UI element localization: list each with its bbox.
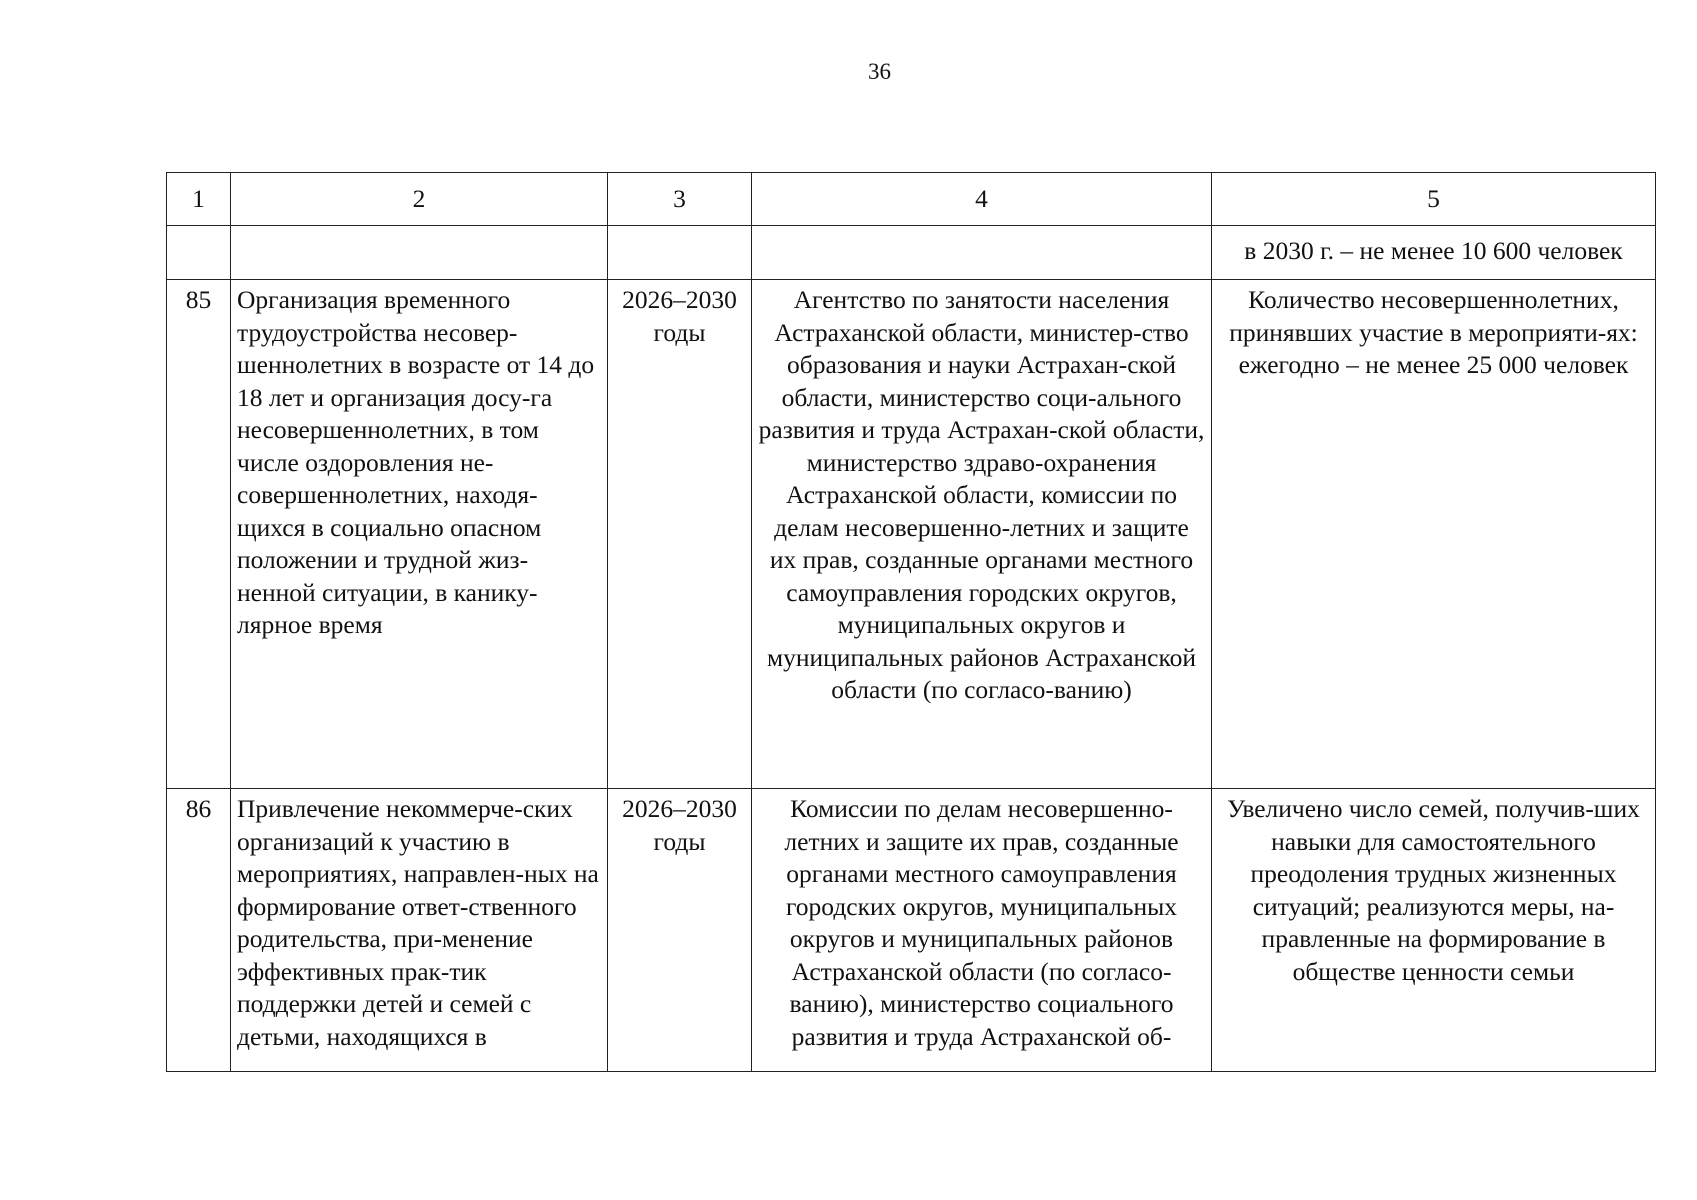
row-number: 86: [167, 789, 231, 1072]
result-cell: Увеличено число семей, получив-ших навыки для самостоятельного преодоления трудных жизненных ситуаций; реализуются меры, на-правленные на формирование в обществе ценности семьи: [1212, 789, 1656, 1072]
table-row: [167, 789, 1656, 1072]
header-cell-2: 2: [231, 173, 608, 226]
result-cell: в 2030 г. – не менее 10 600 человек: [1212, 226, 1656, 280]
executors-cell: Агентство по занятости населения Астраханской области, министер-ство образования и науки Астрахан-ской области, министерство соци-ального развития и труда Астрахан-ской области, министерство здраво-охранения Астраханской области, комиссии по делам несовершенно-летних и защите их прав, созданные органами местного самоуправления городских округов, муниципальных округов и муниципальных районов Астраханской области (по согласо-ванию): [752, 280, 1212, 789]
row-number: 85: [167, 280, 231, 789]
header-cell-4: 4: [752, 173, 1212, 226]
empty-cell: [608, 226, 752, 280]
table-row: [167, 280, 1656, 789]
activity-cell: Организация временного трудоустройства несовер-шеннолетних в возрасте от 14 до 18 лет и организация досу-га несовершеннолетних, в том числе оздоровления не-совершеннолетних, находя-щихся в социально опасном положении и трудной жиз-ненной ситуации, в канику-лярное время: [231, 280, 608, 789]
empty-cell: [752, 226, 1212, 280]
result-cell: Количество несовершеннолетних, принявших участие в мероприяти-ях: ежегодно – не менее 25 000 человек: [1212, 280, 1656, 789]
header-cell-3: 3: [608, 173, 752, 226]
empty-cell: [167, 226, 231, 280]
measures-table: [166, 172, 1656, 1072]
period-cell: 2026–2030 годы: [608, 280, 752, 789]
continuation-row: [167, 226, 1656, 280]
empty-cell: [231, 226, 608, 280]
header-cell-5: 5: [1212, 173, 1656, 226]
header-cell-1: 1: [167, 173, 231, 226]
period-cell: 2026–2030 годы: [608, 789, 752, 1072]
page-number: 36: [868, 59, 891, 84]
activity-cell: Привлечение некоммерче-ских организаций к участию в мероприятиях, направлен-ных на формирование ответ-ственного родительства, при-менение эффективных прак-тик поддержки детей и семей с детьми, находящихся в: [231, 789, 608, 1072]
executors-cell: Комиссии по делам несовершенно-летних и защите их прав, созданные органами местного самоуправления городских округов, муниципальных округов и муниципальных районов Астраханской области (по согласо-ванию), министерство социального развития и труда Астраханской об-: [752, 789, 1212, 1072]
table-header-row: [167, 173, 1656, 226]
